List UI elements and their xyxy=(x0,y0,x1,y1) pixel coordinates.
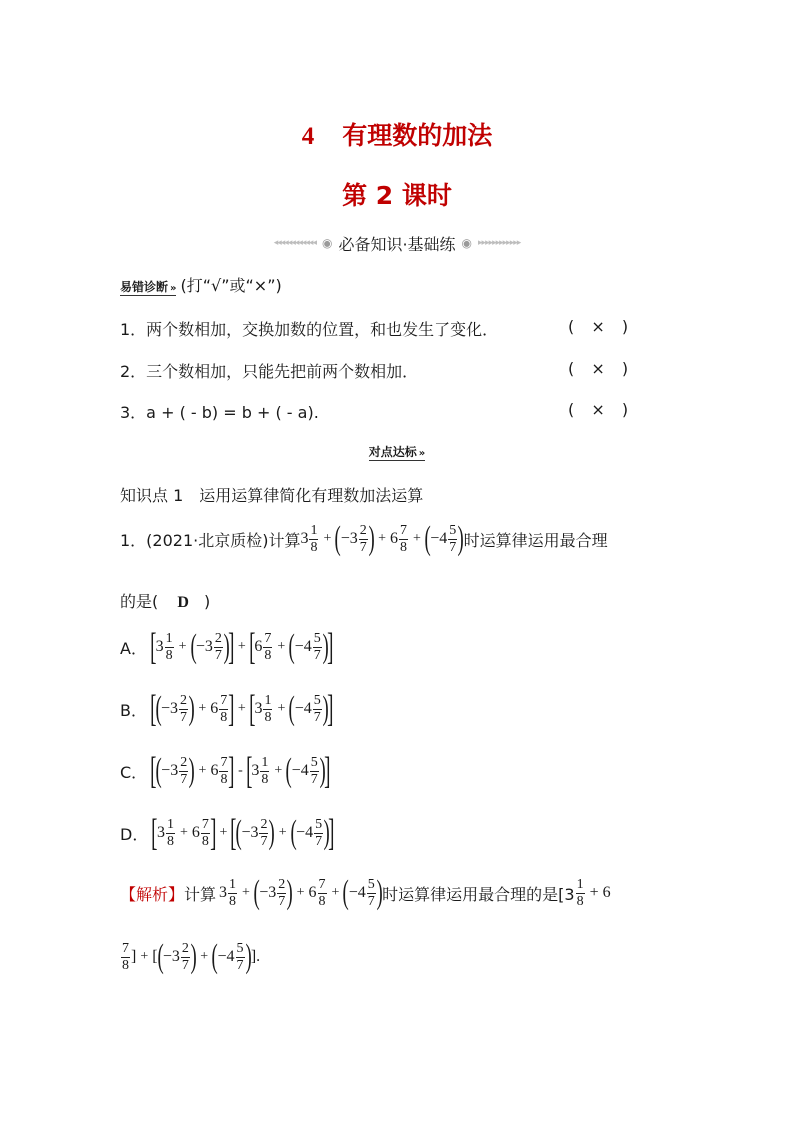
analysis-tag: 【解析】 xyxy=(120,884,185,904)
banner-right-decoration: ▸▸▸▸▸▸▸▸▸▸▸▸ xyxy=(478,238,521,248)
mixed-number: 3 $\frac{2}{7}$ xyxy=(349,522,367,555)
mixed-number: 4 $\frac{5}{7}$ xyxy=(439,522,457,555)
analysis-line1: 【解析】 计算 3 $\frac{1}{8}$ + ( − 3 $\frac{2}{7}$ ) + 6 $\frac{7}{8}$ + ( − 4 $\frac{5}{7}$ ) 时运算律运用最合理的是[3 $\frac{1}{8}$ + 6 xyxy=(120,874,611,911)
option-d: D． [ 3 $\frac{1}{8}$ + 6 $\frac{7}{8}$ ] + [ ( − 3 $\frac{2}{7}$ ) + ( − 4 $\frac{5}{7}$ ) ] xyxy=(120,812,335,854)
mixed-number: 3 $\frac{1}{8}$ xyxy=(300,522,318,555)
option-b: B． [ ( − 3 $\frac{2}{7}$ ) + 6 $\frac{7}{8}$ ] + [ 3 $\frac{1}{8}$ + ( − 4 $\frac{5}{7}$ ) ] xyxy=(120,688,334,730)
error-diagnosis-header xyxy=(120,273,282,296)
error-diagnosis-tag: 易错诊断 » xyxy=(120,280,177,294)
banner-dot-icon: ◉ xyxy=(461,235,473,250)
judge-item: 2．三个数相加，只能先把前两个数相加． xyxy=(120,362,419,381)
judge-answer: ( × ) xyxy=(568,317,635,336)
judge-item: 1．两个数相加，交换加数的位置，和也发生了变化． xyxy=(120,320,499,339)
judge-answer: ( × ) xyxy=(568,400,635,419)
practice-header xyxy=(0,443,794,461)
banner-left-decoration: ◂◂◂◂◂◂◂◂◂◂◂◂ xyxy=(273,238,316,248)
knowledge-point: 知识点 1 运用运算律简化有理数加法运算 xyxy=(120,486,424,505)
analysis-line2: $\frac{7}{8}$ ] + [ ( − 3 $\frac{2}{7}$ ) + ( − 4 $\frac{5}{7}$ ) ]. xyxy=(122,938,261,975)
section-banner xyxy=(0,232,794,254)
option-c: C． [ ( − 3 $\frac{2}{7}$ ) + 6 $\frac{7}{8}$ ] - [ 3 $\frac{1}{8}$ + ( − 4 $\frac{5}{7}$ ) ] xyxy=(120,750,331,792)
judge-answer: ( × ) xyxy=(568,359,635,378)
question-stem: 1．(2021·北京质检)计算 3 $\frac{1}{8}$ + ( − 3 $\frac{2}{7}$ ) + 6 $\frac{7}{8}$ + ( − 4 $\frac{5}{7}$ ) 时运算律运用最合理 xyxy=(120,520,608,557)
option-a: A． [ 3 $\frac{1}{8}$ + ( − 3 $\frac{2}{7}$ ) ] + [ 6 $\frac{7}{8}$ + ( − 4 $\frac{5}{7}$ ) ] xyxy=(120,626,334,668)
banner-label: 必备知识·基础练 xyxy=(338,234,456,254)
page-subtitle: 第 2 课时 xyxy=(342,181,452,210)
question-stem-line2: 的是( D ) xyxy=(120,592,211,611)
answer-choice: D xyxy=(177,594,189,611)
mixed-number: 6 $\frac{7}{8}$ xyxy=(389,522,407,555)
section-number: 4 xyxy=(301,123,315,150)
tag-instruction: (打“√”或“×”) xyxy=(180,276,282,295)
page-title xyxy=(0,116,794,152)
title-text: 有理数的加法 xyxy=(342,121,493,150)
practice-tag: 对点达标 » xyxy=(368,445,426,459)
judge-item: 3．a + ( - b) = b + ( - a). xyxy=(120,403,319,422)
banner-dot-icon: ◉ xyxy=(321,235,333,250)
